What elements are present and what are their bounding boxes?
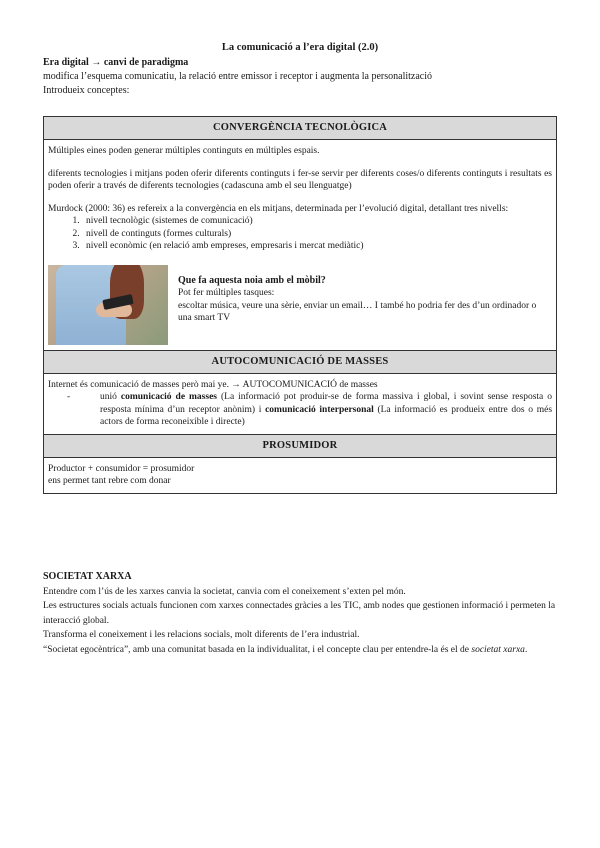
photo-answer: escoltar música, veure una sèrie, enviar un email… I també ho podria fer des d’un ordinador o una smart TV xyxy=(178,300,537,323)
list-item: 3. nivell econòmic (en relació amb empreses, empresaris i mercat mediàtic) xyxy=(82,240,552,253)
bold-term: comunicació interpersonal xyxy=(265,404,374,415)
paragraph: Murdock (2000: 36) es refereix a la convergència en els mitjans, determinada per l’evolució digital, detallant tres nivells: xyxy=(48,203,509,214)
levels-list xyxy=(48,215,552,253)
list-item: 1. nivell tecnològic (sistemes de comunicació) xyxy=(82,215,552,228)
bold-term: comunicació de masses xyxy=(120,392,217,402)
societat-xarxa-section xyxy=(43,570,559,657)
paragraph: Múltiples eines poden generar múltiples continguts en múltiples espais. xyxy=(48,146,320,156)
intro-subtitle: Era digital → canvi de paradigma xyxy=(43,57,189,68)
girl-with-phone-photo xyxy=(48,265,168,345)
paragraph: diferents tecnologies i mitjans poden oferir diferents continguts i fer-se servir per diferents coses/o diferents continguts i resultats es poden oferir a través de diferents tecnologies (cadascuna amb el seu llenguatge) xyxy=(48,168,552,191)
intro-block xyxy=(43,56,563,98)
section-heading-xarxa: SOCIETAT XARXA xyxy=(43,571,132,582)
paragraph: Productor + consumidor = prosumidor xyxy=(48,463,195,474)
photo-answer: Pot fer múltiples tasques: xyxy=(178,288,275,298)
section-body-convergencia xyxy=(44,140,556,350)
paragraph xyxy=(43,643,559,658)
list-item: 2. nivell de continguts (formes culturals) xyxy=(82,228,552,241)
dash-bullet: - xyxy=(67,392,71,402)
paragraph: ens permet tant rebre com donar xyxy=(48,476,171,486)
intro-line: modifica l’esquema comunicatiu, la relació entre emissor i receptor i augmenta la personalització xyxy=(43,71,433,82)
intro-line: Introdueix conceptes: xyxy=(43,85,130,96)
section-body-prosumidor xyxy=(44,458,556,493)
italic-term: societat xarxa xyxy=(471,644,525,655)
text-run: . xyxy=(524,644,528,655)
text-run: “Societat egocèntrica”, amb una comunitat basada en la individualitat, i el concepte clau per entendre-la és el de xyxy=(43,644,472,655)
section-heading-convergencia: CONVERGÈNCIA TECNOLÒGICA xyxy=(44,117,556,140)
dash-list-item xyxy=(48,391,552,429)
section-heading-prosumidor: PROSUMIDOR xyxy=(44,434,556,458)
text-run: (La informació es produeix entre dos o més actors de forma reconeixible i directe) xyxy=(100,404,553,427)
text-run: (La informació pot produir-se de forma massiva i global, i sovint sense resposta o resposta mínima d’un receptor anònim) i xyxy=(100,392,552,415)
page-title: La comunicació a l’era digital (2.0) xyxy=(221,42,379,53)
paragraph: Internet és comunicació de masses però mai ye. → AUTOCOMUNICACIÓ de masses xyxy=(48,379,378,390)
concepts-table xyxy=(43,116,557,494)
photo-question: Que fa aquesta noia amb el mòbil? xyxy=(178,274,326,286)
section-heading-autocomunicacio: AUTOCOMUNICACIÓ DE MASSES xyxy=(44,350,556,374)
section-body-autocomunicacio xyxy=(44,374,556,434)
paragraph: Entendre com l’ús de les xarxes canvia la societat, canvia com el coneixement s’exten pel món. xyxy=(43,586,406,597)
photo-caption xyxy=(178,275,552,325)
paragraph: Les estructures socials actuals funcionen com xarxes connectades gràcies a les TIC, amb nodes que gestionen informació i permeten la interacció global. xyxy=(43,601,556,626)
text-run: unió xyxy=(100,392,121,402)
photo-row xyxy=(48,265,552,345)
paragraph: Transforma el coneixement i les relacions socials, molt diferents de l’era industrial. xyxy=(43,630,360,640)
